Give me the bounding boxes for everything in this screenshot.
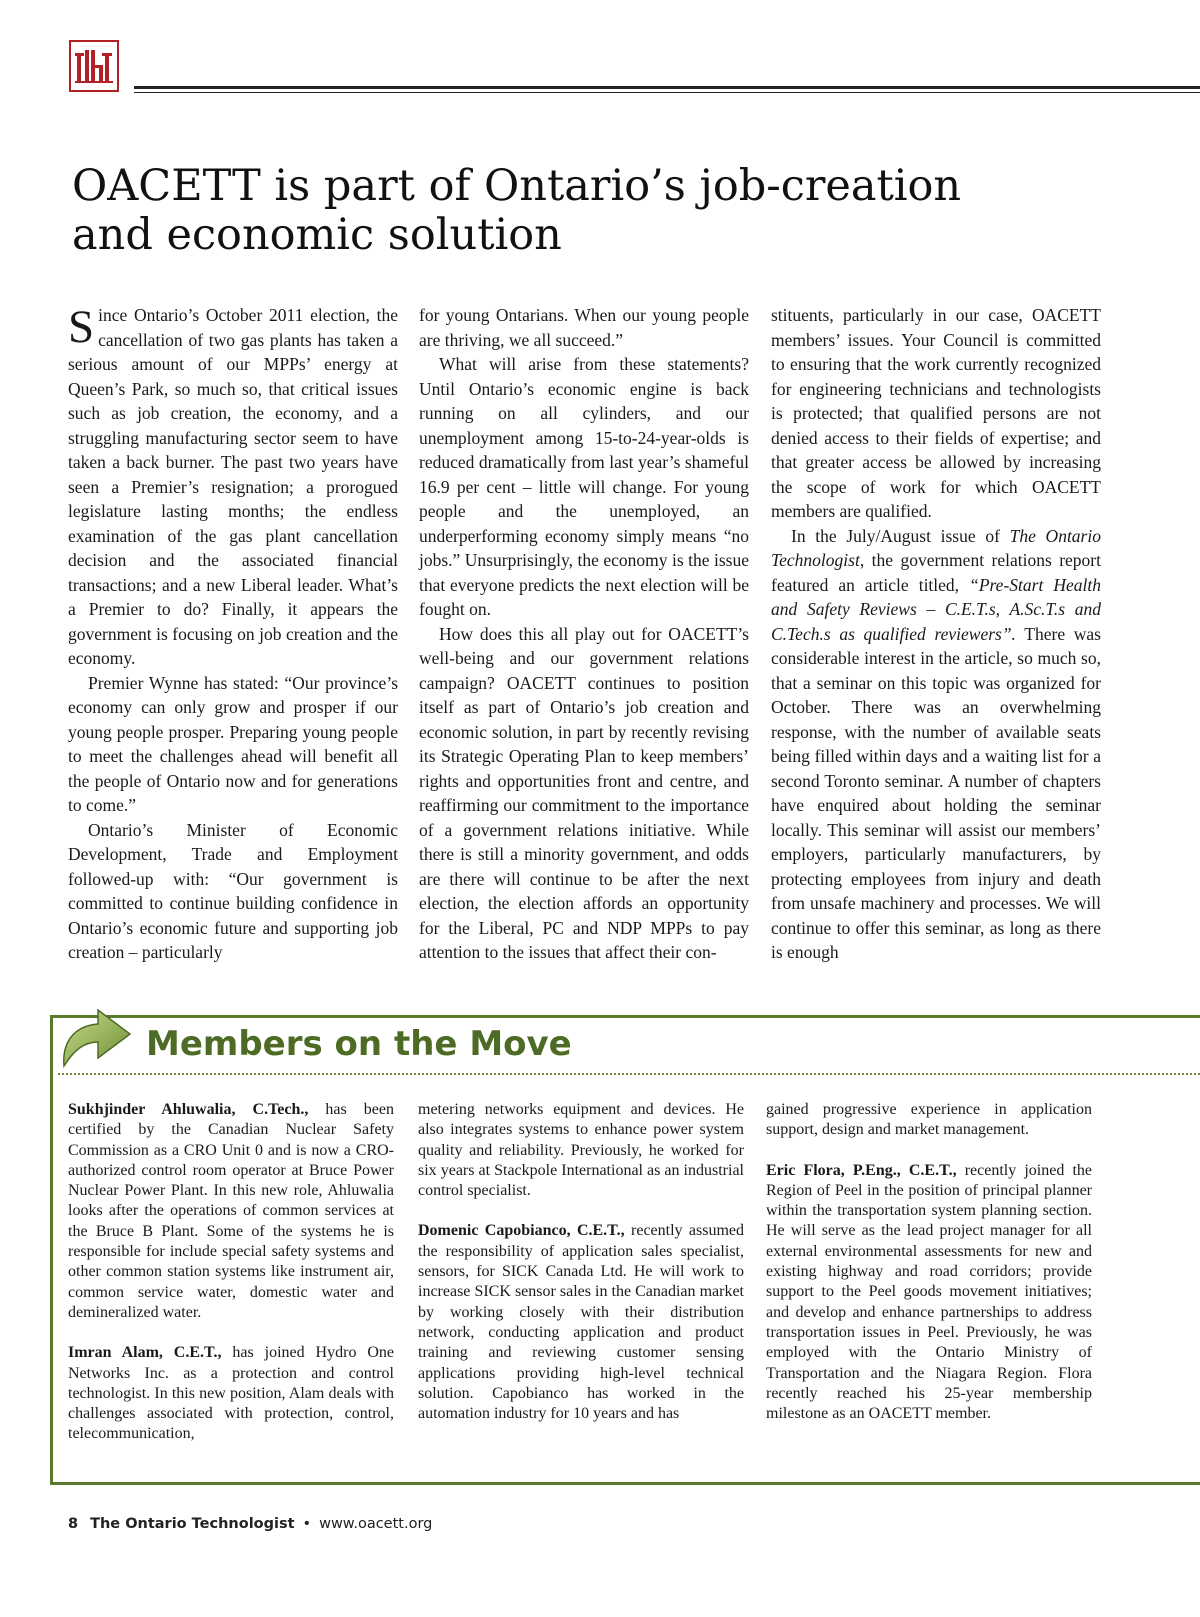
member-entry: metering networks equipment and devices. He also integrates systems to enhance power system quality and reliability. Previously, he worked for six years at Stackpole International as an industrial control specialist. <box>418 1101 744 1200</box>
page-footer <box>68 1516 432 1532</box>
member-name: Eric Flora, P.Eng., C.E.T., <box>766 1161 957 1179</box>
member-entry: Sukhjinder Ahluwalia, C.Tech., has been certified by the Canadian Nuclear Safety Commission as a CRO Unit 0 and is now a CRO-authorized control room operator at Bruce Power Nuclear Power Plant. In this new role, Ahluwalia looks after the operations of common services at the Bruce B Plant. Some of the systems he is responsible for include special safety systems and other common station systems like instrument air, common service water, domestic water and demineralized water. <box>68 1101 395 1321</box>
website-link[interactable]: www.oacett.org <box>319 1516 433 1532</box>
article-column-3 <box>771 303 1101 965</box>
members-column-2 <box>418 1100 744 1424</box>
members-column-3 <box>766 1100 1092 1424</box>
article-paragraph: In the July/August issue of The Ontario Technologist, the government relations report featured an article titled, “Pre-Start Health and Safety Reviews – C.E.T.s, A.Sc.T.s and C.Tech.s as qualified reviewers”. There was considerable interest in the article, so much so, that a seminar on this topic was organized for October. There was an overwhelming response, with the number of available seats being filled within days and a waiting list for a second Toronto seminar. A number of chapters have enquired about holding the seminar locally. This seminar will assist our members’ employers, particularly manufacturers, by protecting employees from injury and death from unsafe machinery and processes. We will continue to offer this seminar, as long as there is enough <box>771 525 1101 962</box>
article-paragraph: What will arise from these statements? Until Ontario’s economic engine is back running on all cylinders, and our unemployment among 15-to-24-year-olds is reduced dramatically from last year’s shameful 16.9 per cent – little will change. For young people and the unemployed, an underperforming economy simply means “no jobs.” Unsurprisingly, the economy is the issue that everyone predicts the next election will be fought on. <box>419 354 749 619</box>
member-name: Domenic Capobianco, C.E.T., <box>418 1222 625 1240</box>
title-line-1: OACETT is part of Ontario’s job-creation <box>72 161 962 211</box>
dotted-divider <box>58 1073 1200 1075</box>
member-entry: gained progressive experience in application support, design and market management. <box>766 1101 1092 1139</box>
member-entry: Domenic Capobianco, C.E.T., recently assumed the responsibility of application sales specialist, sensors, for SICK Canada Ltd. He will work to increase SICK sensor sales in the Canadian market by working closely with their distribution network, conducting application and product training and reviewing customer sensing applications providing high-level technical solution. Capobianco has worked in the automation industry for 10 years and has <box>418 1222 744 1423</box>
publication-name: The Ontario Technologist <box>771 525 1101 570</box>
footer-separator: • <box>302 1516 312 1532</box>
article-paragraph: Premier Wynne has stated: “Our province’s economy can only grow and prosper if our young people prosper. Preparing young people to meet the challenges ahead will benefit all the people of Ontario now and for generations to come.” <box>68 672 398 815</box>
oacett-logo-icon <box>69 40 119 92</box>
article-paragraph: Ontario’s Minister of Economic Development, Trade and Employment followed-up with: “Our government is committed to continue building confidence in Ontario’s economic future and supporting job creation – particularly <box>68 819 398 962</box>
article-column-2 <box>419 303 749 965</box>
header-rule-thin <box>134 92 1200 93</box>
member-entry: Imran Alam, C.E.T., has joined Hydro One Networks Inc. as a protection and control technologist. In this new position, Alam deals with challenges associated with protection, control, telecommunication, <box>68 1344 395 1443</box>
article-paragraph: How does this all play out for OACETT’s well-being and our government relations campaign? OACETT continues to position itself as part of Ontario’s job creation and economic solution, in part by recently revising its Strategic Operating Plan to keep members’ rights and opportunities front and centre, and reaffirming our commitment to the importance of a government relations initiative. While there is still a minority government, and odds are there will continue to be after the next election, the election affords an opportunity for the Liberal, PC and NDP MPPs to pay attention to the issues that affect their con- <box>419 623 749 962</box>
section-title: Members on the Move <box>146 1024 572 1064</box>
page-title <box>72 162 1072 260</box>
member-name: Sukhjinder Ahluwalia, C.Tech., <box>68 1101 309 1118</box>
drop-cap: S <box>68 301 95 353</box>
publication-title: The Ontario Technologist <box>90 1516 295 1532</box>
article-reference: “Pre-Start Health and Safety Reviews – C.E.T.s, A.Sc.T.s and C.Tech.s as qualified reviewers”. <box>771 574 1101 644</box>
article-paragraph: stituents, particularly in our case, OACETT members’ issues. Your Council is committed to ensuring that the work currently recognized for engineering technicians and technologists is protected; that qualified persons are not denied access to their fields of expertise; and that greater access be allowed by increasing the scope of work for which OACETT members are qualified. <box>771 305 1101 521</box>
members-column-1 <box>68 1100 394 1445</box>
title-line-2: and economic solution <box>72 210 562 260</box>
header-rule <box>134 86 1200 89</box>
member-entry: Eric Flora, P.Eng., C.E.T., recently joined the Region of Peel in the position of principal planner within the transportation system planning section. He will serve as the lead project manager for all external environmental assessments for new and existing highway and road corridors; provide support to the Peel goods movement initiatives; and develop and enhance partnerships to address transportation issues in Peel. Previously, he was employed with the Ontario Ministry of Transportation and the Niagara Region. Flora recently reached his 25-year membership milestone as an OACETT member. <box>766 1161 1092 1423</box>
page-number: 8 <box>68 1516 79 1532</box>
article-paragraph: Since Ontario’s October 2011 election, the cancellation of two gas plants has taken a serious amount of our MPPs’ energy at Queen’s Park, so much so, that critical issues such as job creation, the economy, and a struggling manufacturing sector seem to have taken a back burner. The past two years have seen a Premier’s resignation; a prorogued legislature lasting months; the endless examination of the gas plant cancellation decision and the associated financial transactions; and a new Liberal leader. What’s a Premier to do? Finally, it appears the government is focusing on job creation and the economy. <box>68 301 398 668</box>
article-paragraph: for young Ontarians. When our young people are thriving, we all succeed.” <box>419 305 749 350</box>
curved-arrow-icon <box>58 1000 138 1077</box>
article-column-1 <box>68 303 398 965</box>
member-name: Imran Alam, C.E.T., <box>68 1344 222 1362</box>
